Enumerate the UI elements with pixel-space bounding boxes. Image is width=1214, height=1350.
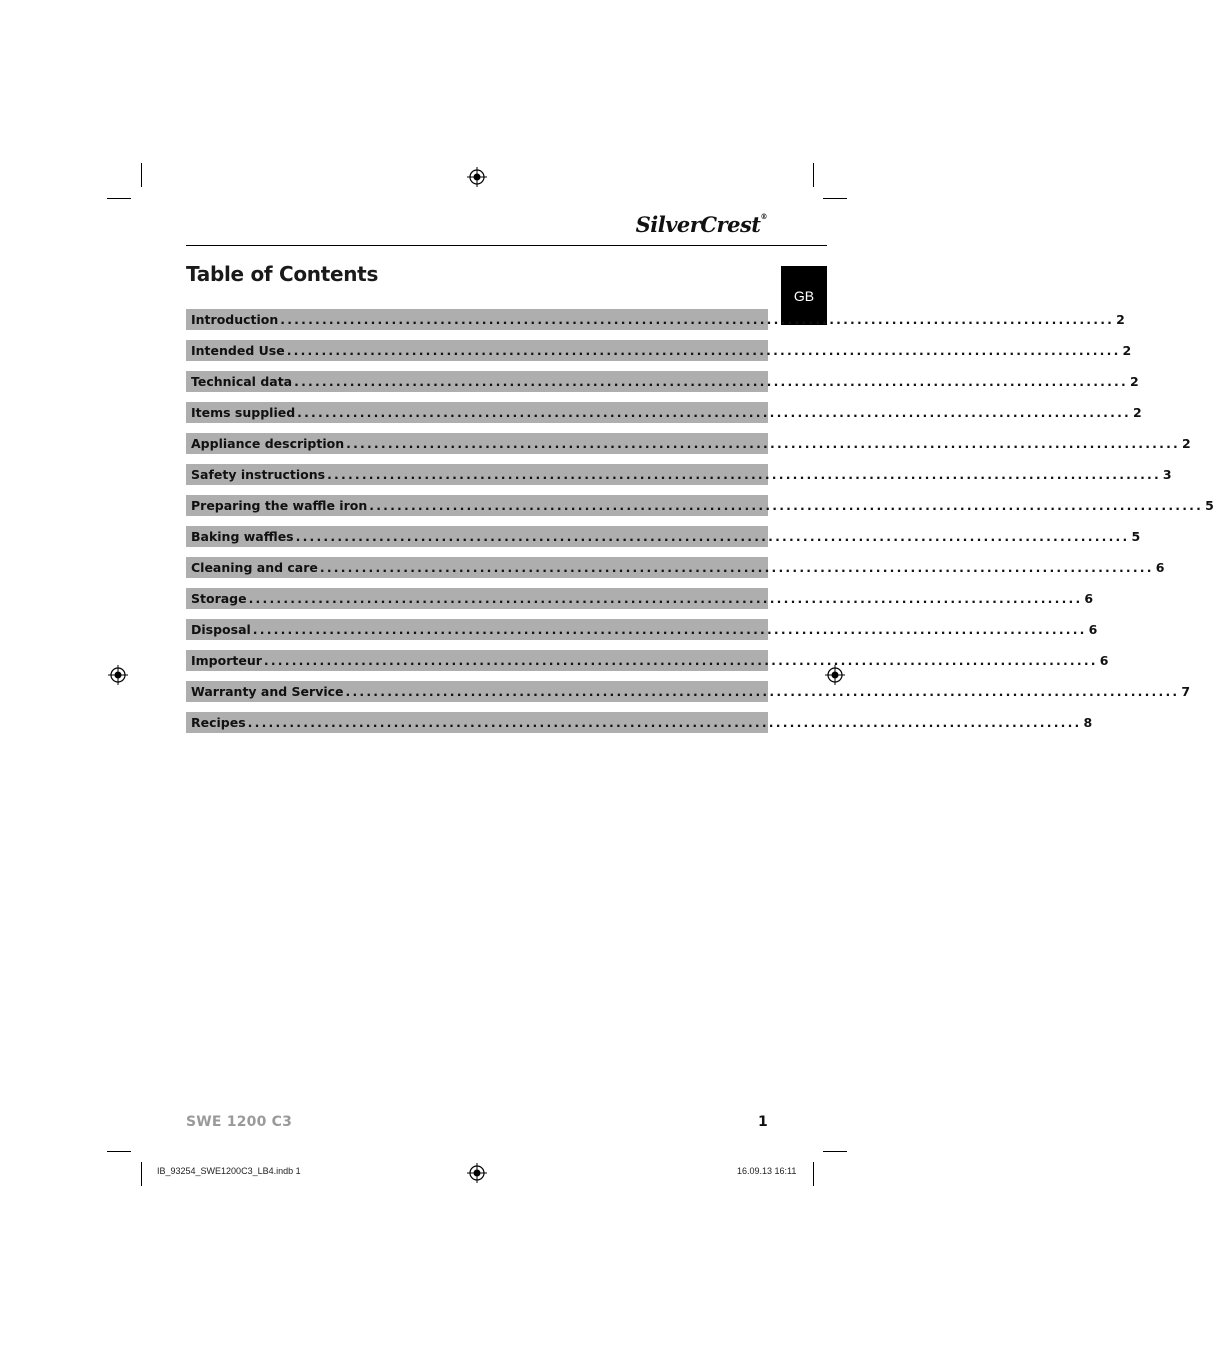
toc-row[interactable] [186, 495, 1214, 516]
toc-row[interactable] [186, 526, 1141, 547]
toc-row[interactable] [186, 371, 1139, 392]
toc-page-number: 5 [1131, 529, 1141, 544]
toc-label: Appliance description [191, 436, 345, 451]
toc-row[interactable] [186, 588, 1094, 609]
print-slug-filename: IB_93254_SWE1200C3_LB4.indb 1 [157, 1166, 301, 1176]
language-tab-label: GB [793, 288, 815, 304]
toc-label: Recipes [191, 715, 246, 730]
toc-label: Baking waffles [191, 529, 294, 544]
toc-label: Introduction [191, 312, 279, 327]
toc-page-number: 7 [1181, 684, 1191, 699]
toc-leader: ........................................................................................................................ [252, 622, 1087, 637]
crop-mark [107, 1151, 131, 1152]
toc-label: Warranty and Service [191, 684, 344, 699]
toc-row[interactable] [186, 650, 1109, 671]
toc-label: Storage [191, 591, 247, 606]
toc-label: Intended Use [191, 343, 285, 358]
brand-logo [636, 212, 767, 237]
toc-row[interactable] [186, 309, 1125, 330]
page-number: 1 [758, 1114, 768, 1130]
toc-page-number: 3 [1162, 467, 1172, 482]
header-rule [186, 245, 827, 246]
crop-mark [813, 1162, 814, 1186]
model-number: SWE 1200 C3 [186, 1114, 293, 1130]
toc-leader: ........................................................................................................................ [286, 343, 1121, 358]
toc-label: Technical data [191, 374, 293, 389]
crop-mark [813, 163, 814, 187]
page-title: Table of Contents [186, 262, 379, 286]
toc-page-number: 2 [1116, 312, 1125, 327]
toc-page-number: 6 [1088, 622, 1098, 637]
toc-row[interactable] [186, 619, 1098, 640]
toc-leader: ........................................................................................................................ [263, 653, 1098, 668]
crop-mark [823, 1151, 847, 1152]
toc-row[interactable] [186, 340, 1132, 361]
toc-page-number: 2 [1132, 405, 1142, 420]
toc-row[interactable] [186, 402, 1142, 423]
toc-page-number: 8 [1083, 715, 1093, 730]
toc-leader: ........................................................................................................................ [345, 684, 1180, 699]
registered-mark: ® [760, 212, 767, 221]
toc-leader: ........................................................................................................................ [280, 312, 1115, 327]
toc-page-number: 2 [1122, 343, 1132, 358]
toc-label: Disposal [191, 622, 251, 637]
registration-mark-icon [108, 665, 128, 685]
toc-label: Importeur [191, 653, 262, 668]
crop-mark [107, 198, 131, 199]
toc-label: Preparing the waffle iron [191, 498, 368, 513]
toc-label: Safety instructions [191, 467, 326, 482]
toc-page-number: 5 [1205, 498, 1214, 513]
toc-leader: ........................................................................................................................ [248, 591, 1083, 606]
brand-name: SilverCrest [635, 212, 761, 237]
toc-page-number: 6 [1155, 560, 1165, 575]
toc-row[interactable] [186, 464, 1172, 485]
toc-row[interactable] [186, 433, 1191, 454]
crop-mark [823, 198, 847, 199]
toc-page-number: 2 [1129, 374, 1139, 389]
toc-leader: ........................................................................................................................ [297, 405, 1131, 420]
toc-leader: ........................................................................................................................ [247, 715, 1082, 730]
toc-label: Items supplied [191, 405, 296, 420]
toc-leader: ........................................................................................................................ [369, 498, 1204, 513]
toc-page-number: 2 [1181, 436, 1191, 451]
crop-mark [141, 1162, 142, 1186]
toc-leader: ........................................................................................................................ [346, 436, 1180, 451]
toc-row[interactable] [186, 681, 1191, 702]
registration-mark-icon [825, 665, 845, 685]
toc-row[interactable] [186, 712, 1093, 733]
toc-page-number: 6 [1084, 591, 1094, 606]
toc-leader: ........................................................................................................................ [294, 374, 1128, 389]
print-slug-datetime: 16.09.13 16:11 [737, 1166, 797, 1176]
toc-leader: ........................................................................................................................ [319, 560, 1154, 575]
crop-mark [141, 163, 142, 187]
registration-mark-icon [467, 1163, 487, 1183]
toc-page-number: 6 [1099, 653, 1109, 668]
registration-mark-icon [467, 167, 487, 187]
toc-label: Cleaning and care [191, 560, 318, 575]
toc-row[interactable] [186, 557, 1165, 578]
toc-leader: ........................................................................................................................ [327, 467, 1161, 482]
toc-leader: ........................................................................................................................ [295, 529, 1130, 544]
